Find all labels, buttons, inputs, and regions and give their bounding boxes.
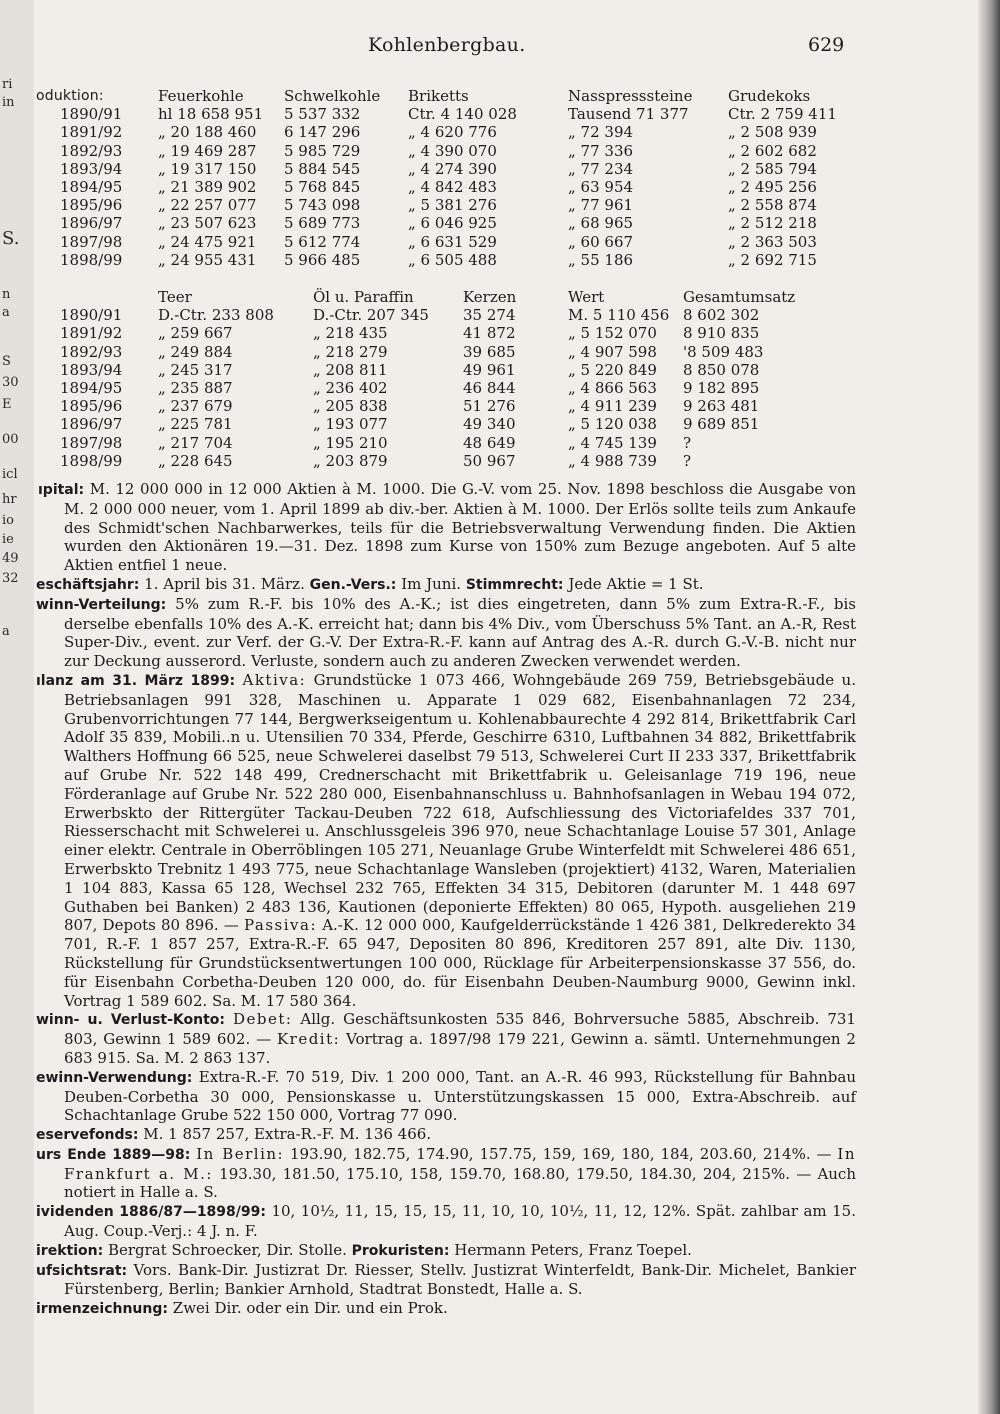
table-cell: 5 985 729 <box>284 141 361 160</box>
prokuristen-label: Prokuristen: <box>351 1242 450 1259</box>
table-cell: 35 274 <box>463 306 516 325</box>
geschaeftsjahr-paragraph <box>36 575 856 595</box>
table-cell: 39 685 <box>463 342 516 361</box>
table-cell: „ 218 279 <box>313 342 388 361</box>
table-cell: „ 249 884 <box>158 342 233 361</box>
table-cell: „ 205 838 <box>313 397 388 416</box>
table-cell: „ 24 475 921 <box>158 232 257 251</box>
debet-label: Debet: <box>232 1010 293 1029</box>
margin-fragment: icl <box>2 467 18 482</box>
table-row <box>36 379 823 397</box>
table-cell: 9 182 895 <box>683 379 760 398</box>
margin-fragment: E <box>2 397 12 412</box>
table-cell: „ 237 679 <box>158 397 233 416</box>
kredit-text: Vortrag a. 1897/98 179 221, Gewinn a. sämtl. Unternehmungen 2 683 915. Sa. M. 2 863 137. <box>64 1030 856 1067</box>
gen-vers-text: Im Juni. <box>401 574 462 593</box>
year-cell: 1895/96 <box>60 397 123 416</box>
margin-fragment: in <box>2 95 15 110</box>
table-row <box>36 452 823 470</box>
table-cell: „ 4 745 139 <box>568 433 657 452</box>
byproducts-table-header <box>36 288 823 306</box>
year-cell: 1894/95 <box>60 178 123 197</box>
aktiva-label: Aktiva: <box>242 670 307 689</box>
table-cell: „ 6 046 925 <box>408 214 497 233</box>
page-title: Kohlenbergbau. <box>368 34 526 56</box>
table-cell: „ 24 955 431 <box>158 250 257 269</box>
column-header: Öl u. Paraffin <box>313 288 414 306</box>
kapital-label: ıpital: <box>38 482 85 498</box>
table-cell: ? <box>683 451 692 470</box>
gewinn-verteilung-label: winn-Verteilung: <box>36 596 167 613</box>
margin-fragment: hr <box>2 492 17 507</box>
frankfurt-text: 193.30, 181.50, 175.10, 158, 159.70, 168.80, 179.50, 184.30, 204, 215%. — Auch notiert in Halle a. S. <box>64 1164 856 1202</box>
year-cell: 1897/98 <box>60 433 123 452</box>
firmenzeichnung-text: Zwei Dir. oder ein Dir. und ein Prok. <box>172 1299 448 1318</box>
table-cell: „ 2 512 218 <box>728 214 817 233</box>
margin-fragment: a <box>2 305 10 320</box>
gewinn-verlust-label: winn- u. Verlust-Konto: <box>36 1012 226 1029</box>
table-row <box>36 324 823 342</box>
table-cell: 5 689 773 <box>284 214 361 233</box>
dividenden-paragraph <box>36 1202 856 1241</box>
table-cell: '8 509 483 <box>683 342 764 361</box>
table-cell: „ 72 394 <box>568 123 634 142</box>
table-cell: „ 2 692 715 <box>728 250 817 269</box>
table-cell: 5 537 332 <box>284 105 361 124</box>
margin-fragment: io <box>2 513 14 528</box>
table-cell: „ 195 210 <box>313 433 388 452</box>
kurs-label: urs Ende 1889—98: <box>36 1146 191 1163</box>
reservefonds-text: M. 1 857 257, Extra-R.-F. M. 136 466. <box>143 1125 432 1144</box>
geschaeftsjahr-text: 1. April bis 31. März. <box>144 574 305 593</box>
gewinn-verwendung-paragraph <box>36 1068 856 1125</box>
table-cell: „ 23 507 623 <box>158 214 257 233</box>
margin-fragment: ie <box>2 532 14 547</box>
dividenden-label: ividenden 1886/87—1898/99: <box>36 1204 266 1221</box>
table-cell: 46 844 <box>463 379 516 398</box>
page-number: 629 <box>808 34 845 56</box>
table-cell: „ 4 274 390 <box>408 159 497 178</box>
kurs-paragraph <box>36 1145 856 1202</box>
table-row <box>36 397 823 415</box>
debet-text: Allg. Geschäftsunkosten 535 846, Bohrversuche 5885, Abschreib. 731 803, Gewinn 1 589 602. — <box>64 1010 856 1049</box>
year-cell: 1896/97 <box>60 214 123 233</box>
table-cell: „ 77 336 <box>568 141 634 160</box>
table-cell: D.-Ctr. 233 808 <box>158 306 274 325</box>
kapital-text: M. 12 000 000 in 12 000 Aktien à M. 1000. Die G.-V. vom 25. Nov. 1898 beschloss die Ausgabe von M. 2 000 000 neuer, vom 1. April 1899 ab div.-ber. Aktien à M. 1000. Der Erlös sollte teils zum Ankaufe des Schmidt'schen Nachbarwerkes, teils für die Betriebsverwaltung Verwendung finden. Die Aktien wurden den Aktionären 19.—31. Dez. 1898 zum Kurse von 150% zum Bezuge angeboten. Auf 5 alte Aktien entfiel 1 neue. <box>64 480 856 575</box>
column-header: Feuerkohle <box>158 87 244 105</box>
year-cell: 1896/97 <box>60 415 123 434</box>
table-cell: „ 63 954 <box>568 178 634 197</box>
table-header-row <box>36 87 848 105</box>
table-cell: „ 259 667 <box>158 324 233 343</box>
stimmrecht-text: Jede Aktie = 1 St. <box>568 574 704 593</box>
margin-fragment: ri <box>2 77 13 92</box>
table-cell: „ 4 907 598 <box>568 342 657 361</box>
table-row <box>36 434 823 452</box>
table-cell: „ 5 120 038 <box>568 415 657 434</box>
column-header: Kerzen <box>463 288 517 306</box>
table-cell: 51 276 <box>463 397 516 416</box>
column-header: oduktion: <box>36 88 104 104</box>
passiva-text: A.-K. 12 000 000, Kaufgelderrückstände 1 426 381, Delkrederekto 34 701, R.-F. 1 857 257, Extra-R.-F. 65 947, Depositen 80 896, Kreditoren 257 891, alte Div. 1130, Rückstellung für Grundstücksentwertungen 100 000, Rücklage für Arbeiterpensionskasse 37 556, do. für Eisenbahn Corbetha-Deuben 120 000, do. für Eisenbahn Deuben-Naumburg 9000, Gewinn inkl. Vortrag 1 589 602. Sa. M. 17 580 364. <box>64 916 856 1010</box>
berlin-label: In Berlin: <box>196 1144 285 1163</box>
year-cell: 1893/94 <box>60 159 123 178</box>
column-header: Nasspresssteine <box>568 87 693 105</box>
table-row <box>36 178 848 196</box>
table-cell: „ 2 585 794 <box>728 159 817 178</box>
dividenden-text: 10, 10½, 11, 15, 15, 15, 11, 10, 10, 10½, 11, 12, 12%. Spät. zahlbar am 15. Aug. Coup.-Verj.: 4 J. n. F. <box>64 1202 856 1241</box>
bilanz-paragraph <box>36 671 856 1010</box>
year-cell: 1893/94 <box>60 360 123 379</box>
year-cell: 1897/98 <box>60 232 123 251</box>
table-cell: „ 245 317 <box>158 360 233 379</box>
table-cell: ? <box>683 433 692 452</box>
gewinn-verteilung-text: 5% zum R.-F. bis 10% des A.-K.; ist dies eingetreten, dann 5% zum Extra-R.-F., bis derselbe ebenfalls 10% des A.-K. erreicht hat; dann bis 4% Div., vom Überschuss 5% Tant. an A.-R, Rest Super-Div., event. zur Verf. der G.-V. Der Extra-R.-F. kann auf Antrag des A.-R. durch G.-V.-B. nicht nur zur Deckung ausserord. Verluste, sondern auch zu anderen Zwecken verwendet werden. <box>64 594 856 671</box>
margin-fragment: n <box>2 287 11 302</box>
table-cell: 49 340 <box>463 415 516 434</box>
table-row <box>36 251 848 269</box>
margin-fragment: 00 <box>2 432 19 447</box>
table-cell: 8 850 078 <box>683 360 760 379</box>
table-cell: „ 60 667 <box>568 232 634 251</box>
passiva-label: Passiva: <box>243 916 318 935</box>
table-header-row <box>36 288 823 306</box>
page-edge-shadow <box>978 0 1000 1414</box>
aufsichtsrat-paragraph <box>36 1261 856 1300</box>
table-cell: „ 218 435 <box>313 324 388 343</box>
table-cell: 5 612 774 <box>284 232 361 251</box>
firmenzeichnung-paragraph <box>36 1299 856 1319</box>
table-row <box>36 123 848 141</box>
column-header: Briketts <box>408 87 469 105</box>
stimmrecht-label: Stimmrecht: <box>465 576 564 593</box>
direktion-text: Bergrat Schroecker, Dir. Stolle. <box>107 1240 347 1259</box>
table-cell: „ 228 645 <box>158 451 233 470</box>
table-cell: 5 743 098 <box>284 196 361 215</box>
byproducts-table <box>36 288 823 470</box>
production-table-header <box>36 87 848 105</box>
firmenzeichnung-label: irmenzeichnung: <box>36 1301 168 1318</box>
aktiva-text: Grundstücke 1 073 466, Wohngebäude 269 759, Betriebsgebäude u. Betriebsanlagen 991 328, Maschinen u. Apparate 1 029 682, Eisenbahnanlagen 72 234, Grubenvorrichtungen 77 144, Bergwerkseigentum u. Kohlenabbaurechte 4 292 814, Brikettfabrik Carl Adolf 35 839, Mobili..n u. Utensilien 70 334, Pferde, Geschirre 6310, Luftbahnen 34 882, Brikettfabrik Walthers Hoffnung 66 525, neue Schwelerei daselbst 79 513, Schwelerei Curt II 233 337, Brikettfabrik auf Grube Nr. 522 148 499, Crednerschacht mit Brikettfabrik u. Geleisanlage 719 196, neue Förderanlage auf Grube Nr. 522 280 000, Eisenbahnanschluss u. Bahnhofsanlagen in Webau 194 072, Erwerbskto der Rittergüter Tackau-Deuben 722 618, Aufschliessung des Victoriafeldes 337 701, Riesserschacht mit Schwelerei u. Anschlussgeleis 396 970, neue Schachtanlage Louise 57 301, Anlage einer elektr. Centrale in Oberröblingen 105 271, Neuanlage Grube Winterfeldt mit Schwelerei 486 651, Erwerbskto Trebnitz 1 493 775, neue Schachtanlage Wansleben (projektiert) 4132, Waren, Materialien 1 104 883, Kassa 65 128, Wechsel 232 765, Effekten 34 315, Debitoren (darunter M. 1 448 697 Guthaben bei Banken) 2 483 136, Kautionen (deponierte Effekten) 80 065, Hypoth. ausgeliehen 219 807, Depots 80 896. — <box>64 670 856 935</box>
year-cell: 1891/92 <box>60 123 123 142</box>
table-cell: 49 961 <box>463 360 516 379</box>
company-report-text <box>36 480 856 1319</box>
table-row <box>36 415 823 433</box>
table-row <box>36 343 823 361</box>
prokuristen-text: Hermann Peters, Franz Toepel. <box>454 1240 692 1259</box>
year-cell: 1891/92 <box>60 324 123 343</box>
gewinn-verwendung-text: Extra-R.-F. 70 519, Div. 1 200 000, Tant. an A.-R. 46 993, Rückstellung für Bahnbau Deuben-Corbetha 30 000, Pensionskasse u. Unterstützungskassen 15 000, Extra-Abschreib. auf Schachtanlage Grube 522 150 000, Vortrag 77 090. <box>64 1067 856 1125</box>
table-cell: Tausend 71 377 <box>568 105 689 124</box>
table-row <box>36 142 848 160</box>
gewinn-verwendung-label: ewinn-Verwendung: <box>36 1069 193 1086</box>
aufsichtsrat-text: Vors. Bank-Dir. Justizrat Dr. Riesser, Stellv. Justizrat Winterfeldt, Bank-Dir. Michelet, Bankier Fürstenberg, Berlin; Bankier Arnhold, Stadtrat Bonstedt, Halle a. S. <box>64 1260 856 1299</box>
table-cell: „ 4 911 239 <box>568 397 657 416</box>
table-cell: 48 649 <box>463 433 516 452</box>
year-cell: 1890/91 <box>60 105 123 124</box>
direktion-paragraph <box>36 1241 856 1261</box>
table-cell: „ 4 620 776 <box>408 123 497 142</box>
table-cell: „ 19 317 150 <box>158 159 257 178</box>
table-cell: „ 19 469 287 <box>158 141 257 160</box>
table-row <box>36 105 848 123</box>
margin-fragment: 32 <box>2 571 19 586</box>
table-cell: „ 235 887 <box>158 379 233 398</box>
bilanz-label: ılanz am 31. März 1899: <box>36 672 236 689</box>
year-cell: 1898/99 <box>60 451 123 470</box>
table-cell: „ 21 389 902 <box>158 178 257 197</box>
table-cell: „ 4 988 739 <box>568 451 657 470</box>
margin-fragment: a <box>2 624 10 639</box>
table-cell: M. 5 110 456 <box>568 306 670 325</box>
production-table <box>36 87 848 269</box>
column-header: Wert <box>568 288 605 306</box>
table-row <box>36 361 823 379</box>
table-cell: „ 208 811 <box>313 360 388 379</box>
page-header <box>0 34 1000 62</box>
kredit-label: Kredit: <box>276 1030 341 1049</box>
table-cell: „ 4 866 563 <box>568 379 657 398</box>
table-cell: „ 217 704 <box>158 433 233 452</box>
left-margin-gutter <box>0 0 34 1414</box>
table-row <box>36 306 823 324</box>
table-cell: „ 5 381 276 <box>408 196 497 215</box>
byproducts-table-body <box>36 306 823 470</box>
reservefonds-label: eservefonds: <box>36 1127 139 1144</box>
column-header: Gesamtumsatz <box>683 288 796 306</box>
geschaeftsjahr-label: eschäftsjahr: <box>36 576 140 593</box>
table-cell: „ 5 152 070 <box>568 324 657 343</box>
reservefonds-paragraph <box>36 1125 856 1145</box>
table-cell: 8 910 835 <box>683 324 760 343</box>
table-cell: „ 4 390 070 <box>408 141 497 160</box>
table-cell: „ 2 363 503 <box>728 232 817 251</box>
table-cell: „ 2 508 939 <box>728 123 817 142</box>
table-cell: „ 6 631 529 <box>408 232 497 251</box>
table-cell: „ 22 257 077 <box>158 196 257 215</box>
year-cell: 1892/93 <box>60 141 123 160</box>
table-cell: „ 4 842 483 <box>408 178 497 197</box>
table-row <box>36 160 848 178</box>
column-header: Schwelkohle <box>284 87 381 105</box>
margin-fragment: 30 <box>2 375 19 390</box>
aufsichtsrat-label: ufsichtsrat: <box>36 1262 128 1279</box>
table-cell: „ 5 220 849 <box>568 360 657 379</box>
kapital-paragraph <box>36 480 856 575</box>
column-header <box>36 288 158 306</box>
table-cell: 41 872 <box>463 324 516 343</box>
table-cell: „ 2 558 874 <box>728 196 817 215</box>
column-header: Teer <box>158 288 192 306</box>
production-table-body <box>36 105 848 269</box>
margin-fragment: S. <box>2 228 20 249</box>
table-cell: 5 966 485 <box>284 250 361 269</box>
gewinn-verteilung-paragraph <box>36 595 856 671</box>
year-cell: 1894/95 <box>60 379 123 398</box>
table-cell: hl 18 658 951 <box>158 105 264 124</box>
direktion-label: irektion: <box>36 1242 104 1259</box>
table-cell: „ 20 188 460 <box>158 123 257 142</box>
table-row <box>36 233 848 251</box>
table-cell: „ 2 602 682 <box>728 141 817 160</box>
table-cell: „ 203 879 <box>313 451 388 470</box>
table-row <box>36 196 848 214</box>
table-cell: 8 602 302 <box>683 306 760 325</box>
table-cell: „ 77 961 <box>568 196 634 215</box>
table-cell: 9 689 851 <box>683 415 760 434</box>
year-cell: 1892/93 <box>60 342 123 361</box>
table-cell: 5 884 545 <box>284 159 361 178</box>
table-cell: „ 225 781 <box>158 415 233 434</box>
berlin-text: 193.90, 182.75, 174.90, 157.75, 159, 169, 180, 184, 203.60, 214%. — <box>290 1144 832 1163</box>
table-cell: „ 2 495 256 <box>728 178 817 197</box>
year-cell: 1895/96 <box>60 196 123 215</box>
gen-vers-label: Gen.-Vers.: <box>309 576 397 593</box>
table-cell: 9 263 481 <box>683 397 760 416</box>
table-cell: Ctr. 2 759 411 <box>728 105 837 124</box>
table-cell: „ 55 186 <box>568 250 634 269</box>
table-cell: 5 768 845 <box>284 178 361 197</box>
table-cell: D.-Ctr. 207 345 <box>313 306 429 325</box>
table-cell: „ 6 505 488 <box>408 250 497 269</box>
table-cell: „ 77 234 <box>568 159 634 178</box>
table-row <box>36 214 848 232</box>
table-cell: 50 967 <box>463 451 516 470</box>
gewinn-verlust-paragraph <box>36 1010 856 1067</box>
table-cell: „ 236 402 <box>313 379 388 398</box>
margin-fragment: 49 <box>2 551 19 566</box>
table-cell: „ 193 077 <box>313 415 388 434</box>
table-cell: Ctr. 4 140 028 <box>408 105 517 124</box>
year-cell: 1898/99 <box>60 250 123 269</box>
table-cell: „ 68 965 <box>568 214 634 233</box>
year-cell: 1890/91 <box>60 306 123 325</box>
table-cell: 6 147 296 <box>284 123 361 142</box>
frankfurt-label: In Frankfurt a. M.: <box>64 1144 856 1183</box>
margin-fragment: S <box>2 354 11 369</box>
column-header: Grudekoks <box>728 87 811 105</box>
